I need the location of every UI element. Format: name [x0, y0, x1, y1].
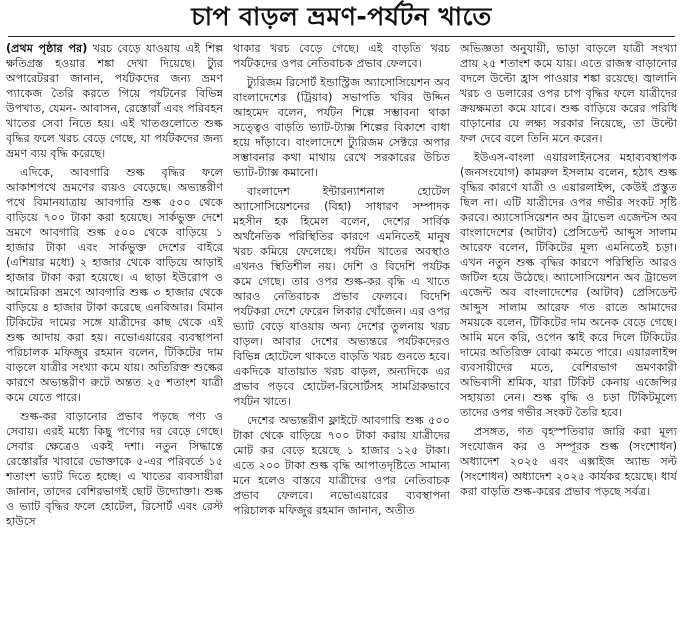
- headline: চাপ বাড়ল ভ্রমণ-পর্যটন খাতে: [191, 2, 492, 31]
- paragraph-text: খরচ বেড়ে যাওয়ায় এই শিল্প ক্ষতিগ্রস্ত হওয়ার শঙ্কা দেখা দিয়েছে। ট্যুর অপারেটররা জানান, পর্যটকদের জন্য ভ্রমণ প্যাকেজ তৈরি করতে গিয়ে পর্যটনের বিভিন্ন উপখাত, যেমন- আবাসন, রেস্তোরাঁ এবং পরিবহন খাতের সেবা নিতে হয়। এই খাতগুলোতে শুল্ক বৃদ্ধির ফলে খরচ বেড়ে গেছে, যা পর্যটকদের জন্য ভ্রমণ ব্যয় বৃদ্ধি করেছে।: [6, 42, 223, 160]
- article-paragraph: প্রসঙ্গত, গত বৃহস্পতিবার জারি করা মূল্য সংযোজন কর ও সম্পূরক শুল্ক (সংশোধন) অধ্যাদেশ ২০২৫ এবং এক্সাইজ অ্যান্ড সল্ট (সংশোধন) অধ্যাদেশ ২০২৫ কার্যকর হয়েছে। ধার্য করা বাড়তি শুল্ক-করের প্রভাব পড়ছে সর্বত্র।: [460, 425, 677, 498]
- article-paragraph: শুল্ক-কর বাড়ানোর প্রভাব পড়ছে পণ্য ও সেবায়। এরই মধ্যে কিছু পণ্যের দর বেড়ে গেছে। সেবার ক্ষেত্রেও একই দশা। নতুন সিদ্ধান্তে রেস্তোরাঁর খাবারে ভোক্তাকে ৫-এর পরিবর্তে ১৫ শতাংশ ভ্যাট দিতে হচ্ছে। এ খাতের ব্যবসায়ীরা জানান, তাদের বেশিরভাগই ছোট উদ্যোক্তা। শুল্ক ও ভ্যাট বৃদ্ধির ফলে হোটেল, রিসোর্ট এবং রেস্ট হাউসে: [6, 410, 223, 528]
- article-paragraph: ট্যুরিজম রিসোর্ট ইন্ডাস্ট্রিজ অ্যাসোসিয়েশন অব বাংলাদেশের (ট্রিয়াব) সভাপতি খবির উদ্দিন আহমেদ বলেন, পর্যটন শিল্পে সম্ভাবনা থাকা সত্ত্বেও বাড়তি ভ্যাট-ট্যাক্স শিল্পের বিকাশে বাধা হয়ে দাঁড়াবে। বাংলাদেশে ট্যুরিজম সেক্টরে অপার সম্ভাবনার কথা মাথায় রেখে সরকারের উচিত ভ্যাট-ট্যাক্স কমানো।: [233, 76, 450, 179]
- article-paragraph: ইউএস-বাংলা এয়ারলাইনসের মহাব্যবস্থাপক (জনসংযোগ) কামরুল ইসলাম বলেন, হঠাৎ শুল্ক বৃদ্ধির কারণে যাত্রী ও এয়ারলাইন্স, কেউই প্রস্তুত ছিল না। এটি যাত্রীদের ওপর গভীর সংকট সৃষ্টি করবে। অ্যাসোসিয়েশন অব ট্রাভেল এজেন্টস অব বাংলাদেশের (আটাব) প্রেসিডেন্ট আব্দুস সালাম আরেফ বলেন, টিকিটের মূল্য এমনিতেই চড়া। এখন নতুন শুল্ক বৃদ্ধির কারণে পরিস্থিতি আরও জটিল হয়ে উঠেছে। অ্যাসোসিয়েশন অব ট্রাভেল এজেন্ট অব বাংলাদেশের (আটাব) প্রেসিডেন্ট আব্দুস সালাম আরেফ গত রাতে আমাদের সময়কে বলেন, টিকিটের দাম অনেক বেড়ে গেছে। আমি মনে করি, ওপেন স্কাই করে দিলে টিকিটের দামের অতিরিক্ত বোঝা কমতে পারে। এয়ারলাইন্স ব্যবসায়ীদের মতে, বেশিরভাগ ভ্রমণকারী অভিবাসী শ্রমিক, যারা টিকিট কেনায় এজেন্সির সহায়তা নেন। শুল্ক বৃদ্ধি ও চড়া টিকিটমূল্যে তাদের ওপর গভীর সংকট তৈরি হবে।: [460, 151, 677, 419]
- article-column-1: [6, 41, 223, 629]
- article-column-2: [233, 41, 450, 629]
- article-paragraph: বাংলাদেশ ইন্টারন্যাশনাল হোটেল অ্যাসোসিয়েশনের (বিহা) সাধারণ সম্পাদক মহসীন হক হিমেল বলেন, দেশের সার্বিক অর্থনৈতিক পরিস্থিতির কারণে এমনিতেই মানুষ খরচ কমিয়ে ফেলেছে। পর্যটন খাতের অবস্থাও এখনও স্থিতিশীল নয়। দেশি ও বিদেশি পর্যটক কমে গেছে। তার ওপর শুল্ক-কর বৃদ্ধি এ খাতে আরও নেতিবাচক প্রভাব ফেলবে। বিদেশি পর্যটকরা দেশে ফেরেন লিকার খোঁজেন। এর ওপর ভ্যাট বেড়ে যাওয়ায় অন্য দেশের তুলনায় খরচ বাড়ল। আবার দেশের অভ্যন্তরে পর্যটকদেরও বিভিন্ন হোটেলে থাকতে বাড়তি খরচ গুনতে হবে। একদিকে যাতায়াত খরচ বাড়ল, অন্যদিকে এর প্রভাব পড়বে হোটেল-রিসোর্টসহ সামগ্রিকভাবে পর্যটন খাতে।: [233, 185, 450, 408]
- article-paragraph: অভিজ্ঞতা অনুযায়ী, ভাড়া বাড়লে যাত্রী সংখ্যা প্রায় ২৫ শতাংশ কমে যায়। এতে রাজস্ব বাড়ানোর বদলে উল্টো হ্রাস পাওয়ার শঙ্কা রয়েছে। জ্বালানি খরচ ও ডলারের ওপর চাপ বৃদ্ধির ফলে যাত্রীদের ক্রয়ক্ষমতা কমে যাবে। শুল্ক বাড়িয়ে করের পরিধি বাড়ানোর যে লক্ষ্য সরকার নিয়েছে, তা উল্টো ফল দেবে বলে তিনি মনে করেন।: [460, 42, 677, 145]
- article-column-3: [460, 41, 677, 629]
- article-paragraph: থাকার খরচ বেড়ে গেছে। এই বাড়তি খরচ পর্যটকদের ওপর নেতিবাচক প্রভাব ফেলবে।: [233, 42, 450, 70]
- article-paragraph: দেশের অভ্যন্তরীণ ফ্লাইটে আবগারি শুল্ক ৫০০ টাকা থেকে বাড়িয়ে ৭০০ টাকা করায় যাত্রীদের মোট কর বেড়ে হয়েছে ১ হাজার ১২৫ টাকা। এতে ২০০ টাকা শুল্ক বৃদ্ধি আপাতদৃষ্টিতে সামান্য মনে হলেও বাস্তবে যাত্রীদের ওপর নেতিবাচক প্রভাব ফেলবে। নভোএয়ারের ব্যবস্থাপনা পরিচালক মফিজুর রহমান জানান, অতীত: [233, 414, 450, 517]
- article-body: [6, 41, 677, 629]
- continued-from-label: (প্রথম পৃষ্ঠার পর): [6, 42, 88, 55]
- headline-divider: [8, 36, 675, 37]
- article-paragraph: এদিকে, আবগারি শুল্ক বৃদ্ধির ফলে আকাশপথে ভ্রমণের ব্যয়ও বেড়েছে। অভ্যন্তরীণ পথে বিমানযাত্রায় আবগারি শুল্ক ৫০০ থেকে বাড়িয়ে ৭০০ টাকা করা হয়েছে। সার্কভুক্ত দেশে ভ্রমণে আবগারি শুল্ক ৫০০ থেকে বাড়িয়ে ১ হাজার টাকা এবং সার্কভুক্ত দেশের বাইরে (এশিয়ার মধ্যে) ২ হাজার থেকে বাড়িয়ে আড়াই হাজার টাকা করা হয়েছে। এ ছাড়া ইউরোপ ও আমেরিকা ভ্রমণে আবগারি শুল্ক ৩ হাজার থেকে বাড়িয়ে ৪ হাজার টাকা করেছে এনবিআর। বিমান টিকিটের দামের সঙ্গে যাত্রীদের কাছ থেকে এই শুল্ক আদায় করা হয়। নভোএয়ারের ব্যবস্থাপনা পরিচালক মফিজুর রহমান বলেন, টিকিটের দাম বাড়লে যাত্রীর সংখ্যা কমে যায়। অতিরিক্ত শুল্কের কারণে অভ্যন্তরীণ রুটে অন্তত ২৫ শতাংশ যাত্রী কমে যেতে পারে।: [6, 166, 223, 404]
- article-paragraph: [6, 41, 223, 161]
